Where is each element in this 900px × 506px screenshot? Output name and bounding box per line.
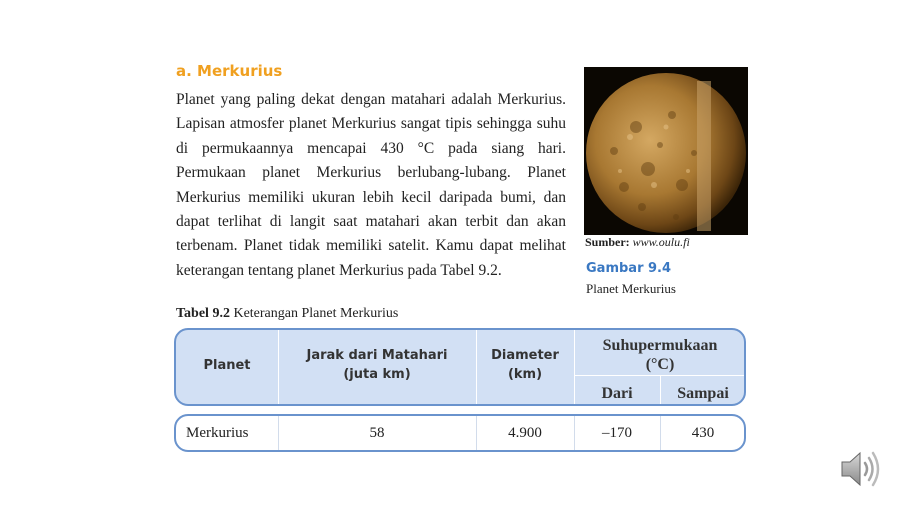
figure-title: Gambar 9.4	[586, 261, 672, 276]
header-diameter-label: Diameter	[491, 348, 559, 363]
section-heading: a. Merkurius	[176, 62, 283, 80]
mercury-planet-illustration	[584, 67, 748, 235]
figure-source	[585, 235, 690, 250]
table-caption	[176, 306, 398, 322]
source-label: Sumber:	[585, 235, 630, 249]
header-temperature-label: Suhupermukaan	[602, 337, 718, 354]
body-paragraph: Planet yang paling dekat dengan matahari adalah Merkurius. Lapisan atmosfer planet Merkurius sangat tipis sehingga suhu di permukaannya mencapai 430 °C pada siang hari. Permukaan planet Merkurius berlubang-lubang. Planet Merkurius memiliki ukuran lebih kecil daripada bumi, dan dapat terlihat di langit saat matahari akan terbit dan akan terbenam. Planet tidak memiliki satelit. Kamu dapat melihat keterangan tentang planet Merkurius pada Tabel 9.2.	[176, 91, 566, 279]
header-diameter-unit: (km)	[507, 367, 543, 382]
speaker-icon[interactable]	[838, 447, 884, 495]
cell-to: 430	[691, 425, 715, 441]
cell-from: –170	[602, 425, 632, 441]
table-caption-text: Keterangan Planet Merkurius	[233, 306, 399, 321]
cell-diameter: 4.900	[508, 425, 542, 441]
header-temperature-unit: (°C)	[645, 356, 675, 373]
source-url: www.oulu.fi	[632, 235, 690, 249]
table-caption-number: Tabel 9.2	[176, 306, 230, 321]
header-from: Dari	[601, 385, 633, 402]
header-diameter	[476, 346, 574, 384]
cell-planet: Merkurius	[186, 425, 249, 441]
table-header	[174, 328, 746, 406]
table-row	[174, 414, 746, 452]
header-temperature	[574, 336, 746, 374]
header-distance-label: Jarak dari Matahari	[306, 348, 448, 363]
header-planet: Planet	[203, 358, 251, 373]
header-distance-unit: (juta km)	[343, 367, 411, 382]
mercury-image	[584, 67, 748, 235]
header-distance	[278, 346, 476, 384]
figure-caption: Planet Merkurius	[586, 281, 676, 296]
header-to: Sampai	[677, 385, 729, 402]
cell-distance: 58	[369, 425, 385, 441]
